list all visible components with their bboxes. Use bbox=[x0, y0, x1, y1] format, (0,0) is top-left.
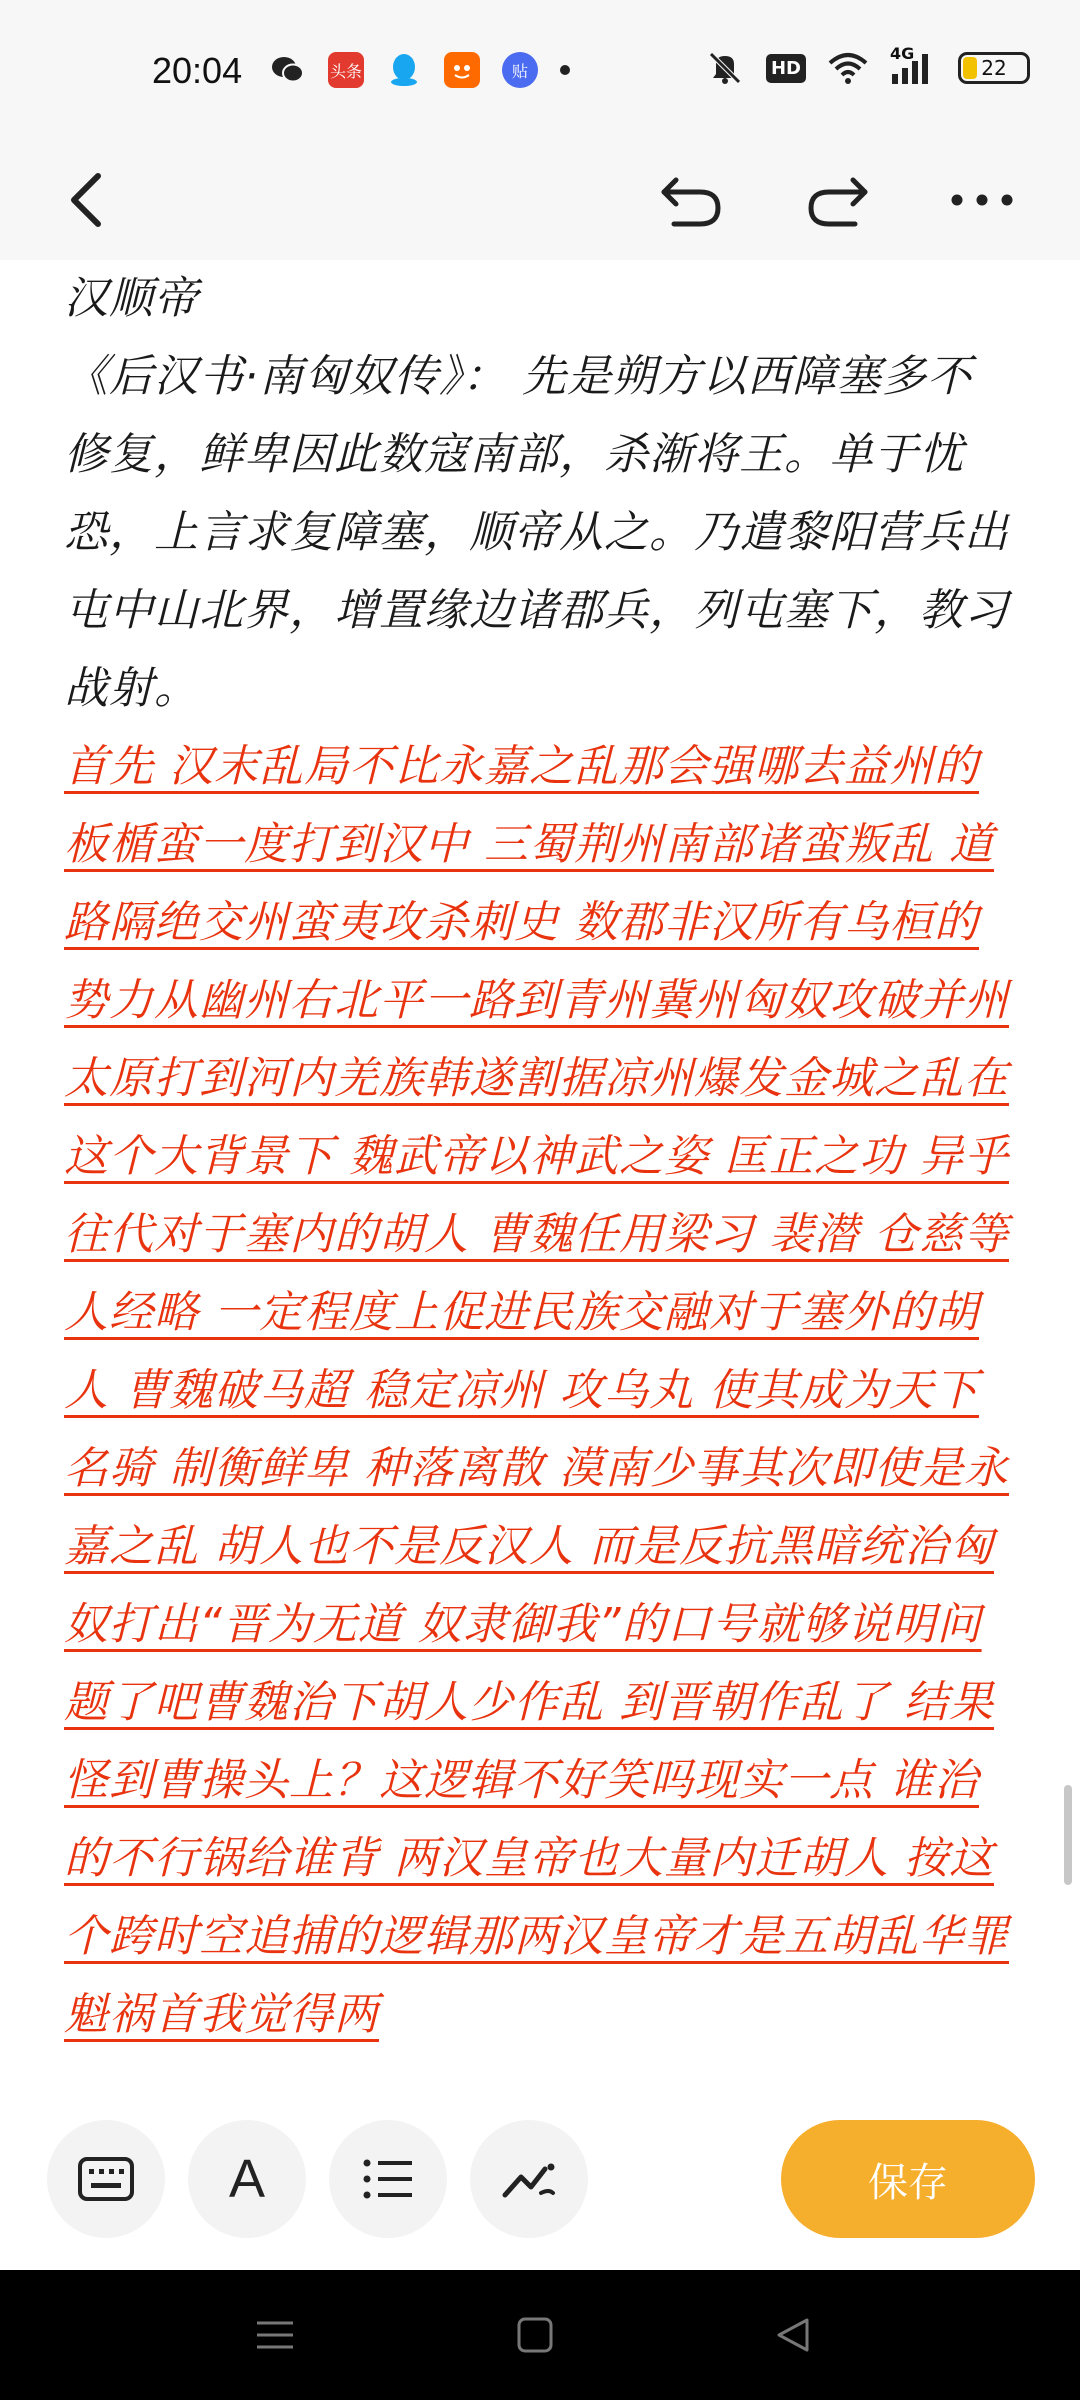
signal-icon bbox=[890, 44, 936, 86]
mute-icon bbox=[706, 50, 744, 86]
editor-toolbar bbox=[0, 140, 1080, 260]
font-icon: A bbox=[228, 2149, 266, 2209]
more-button[interactable] bbox=[942, 160, 1022, 240]
keyboard-icon bbox=[77, 2156, 135, 2202]
paragraph-quote: 《后汉书·南匈奴传》： 先是朔方以西障塞多不修复，鲜卑因此数寇南部，杀渐将王。单于忧恐，上言求复障塞，顺帝从之。乃遣黎阳营兵出屯中山北界，增置缘边诸郡兵，列屯塞下，教习战射。 bbox=[64, 351, 1009, 714]
font-button[interactable] bbox=[188, 2120, 306, 2238]
note-content[interactable] bbox=[0, 260, 1080, 2060]
notification-icons bbox=[270, 52, 570, 88]
status-time: 20:04 bbox=[152, 50, 243, 91]
list-icon bbox=[362, 2157, 414, 2201]
handwriting-button[interactable] bbox=[470, 2120, 588, 2238]
more-icon bbox=[950, 193, 1014, 207]
menu-icon bbox=[257, 2317, 293, 2353]
toutiao-label: 头条 bbox=[329, 61, 362, 81]
keyboard-button[interactable] bbox=[47, 2120, 165, 2238]
tieba-label: 贴 bbox=[511, 61, 528, 81]
back-nav-button[interactable] bbox=[775, 2316, 811, 2358]
list-button[interactable] bbox=[329, 2120, 447, 2238]
menu-nav-button[interactable] bbox=[257, 2317, 293, 2357]
back-triangle-icon bbox=[775, 2316, 811, 2354]
battery-level: 22 bbox=[981, 56, 1007, 80]
tieba-icon bbox=[502, 52, 538, 88]
system-status bbox=[706, 44, 1030, 86]
battery-icon bbox=[958, 52, 1030, 84]
save-button[interactable]: 保存 bbox=[781, 2120, 1035, 2238]
undo-button[interactable] bbox=[651, 160, 731, 240]
scrollbar[interactable] bbox=[1064, 1785, 1072, 1885]
taobao-icon bbox=[444, 52, 480, 88]
redo-icon bbox=[805, 172, 871, 228]
more-notifications-dot bbox=[560, 65, 570, 75]
wechat-icon bbox=[270, 52, 306, 88]
paragraph-comment: 首先 汉末乱局不比永嘉之乱那会强哪去益州的板楯蛮一度打到汉中 三蜀荆州南部诸蛮叛乱 道路隔绝交州蛮夷攻杀刺史 数郡非汉所有乌桓的势力从幽州右北平一路到青州冀州匈奴攻破并州太原打到河内羌族韩遂割据凉州爆发金城之乱在这个大背景下 魏武帝以神武之姿 匡正之功 异乎往代对于塞内的胡人 曹魏任用梁习 裴潜 仓慈等人经略 一定程度上促进民族交融对于塞外的胡人 曹魏破马超 稳定凉州 攻乌丸 使其成为天下名骑 制衡鲜卑 种落离散 漠南少事其次即使是永嘉之乱 胡人也不是反汉人 而是反抗黑暗统治匈奴打出“晋为无道 奴隶御我”的口号就够说明问题了吧曹魏治下胡人少作乱 到晋朝作乱了 结果怪到曹操头上？这逻辑不好笑吗现实一点 谁治的不行锅给谁背 两汉皇帝也大量内迁胡人 按这个跨时空追捕的逻辑那两汉皇帝才是五胡乱华罪魁祸首我觉得两 bbox=[64, 741, 1009, 2040]
back-arrow-icon bbox=[66, 172, 106, 228]
status-bar bbox=[0, 0, 1080, 140]
back-button[interactable] bbox=[46, 160, 126, 240]
redo-button[interactable] bbox=[798, 160, 878, 240]
handwriting-icon bbox=[501, 2159, 557, 2199]
toutiao-icon bbox=[328, 52, 364, 88]
bottom-toolbar bbox=[0, 2060, 1080, 2270]
home-square-icon bbox=[516, 2316, 554, 2354]
system-nav-bar bbox=[0, 2270, 1080, 2400]
home-nav-button[interactable] bbox=[516, 2316, 554, 2358]
qq-icon bbox=[386, 52, 422, 88]
hd-badge: HD bbox=[766, 54, 806, 83]
undo-icon bbox=[658, 172, 724, 228]
paragraph-title: 汉顺帝 bbox=[64, 273, 199, 324]
wifi-icon bbox=[828, 52, 868, 84]
network-type: 4G bbox=[890, 44, 915, 63]
